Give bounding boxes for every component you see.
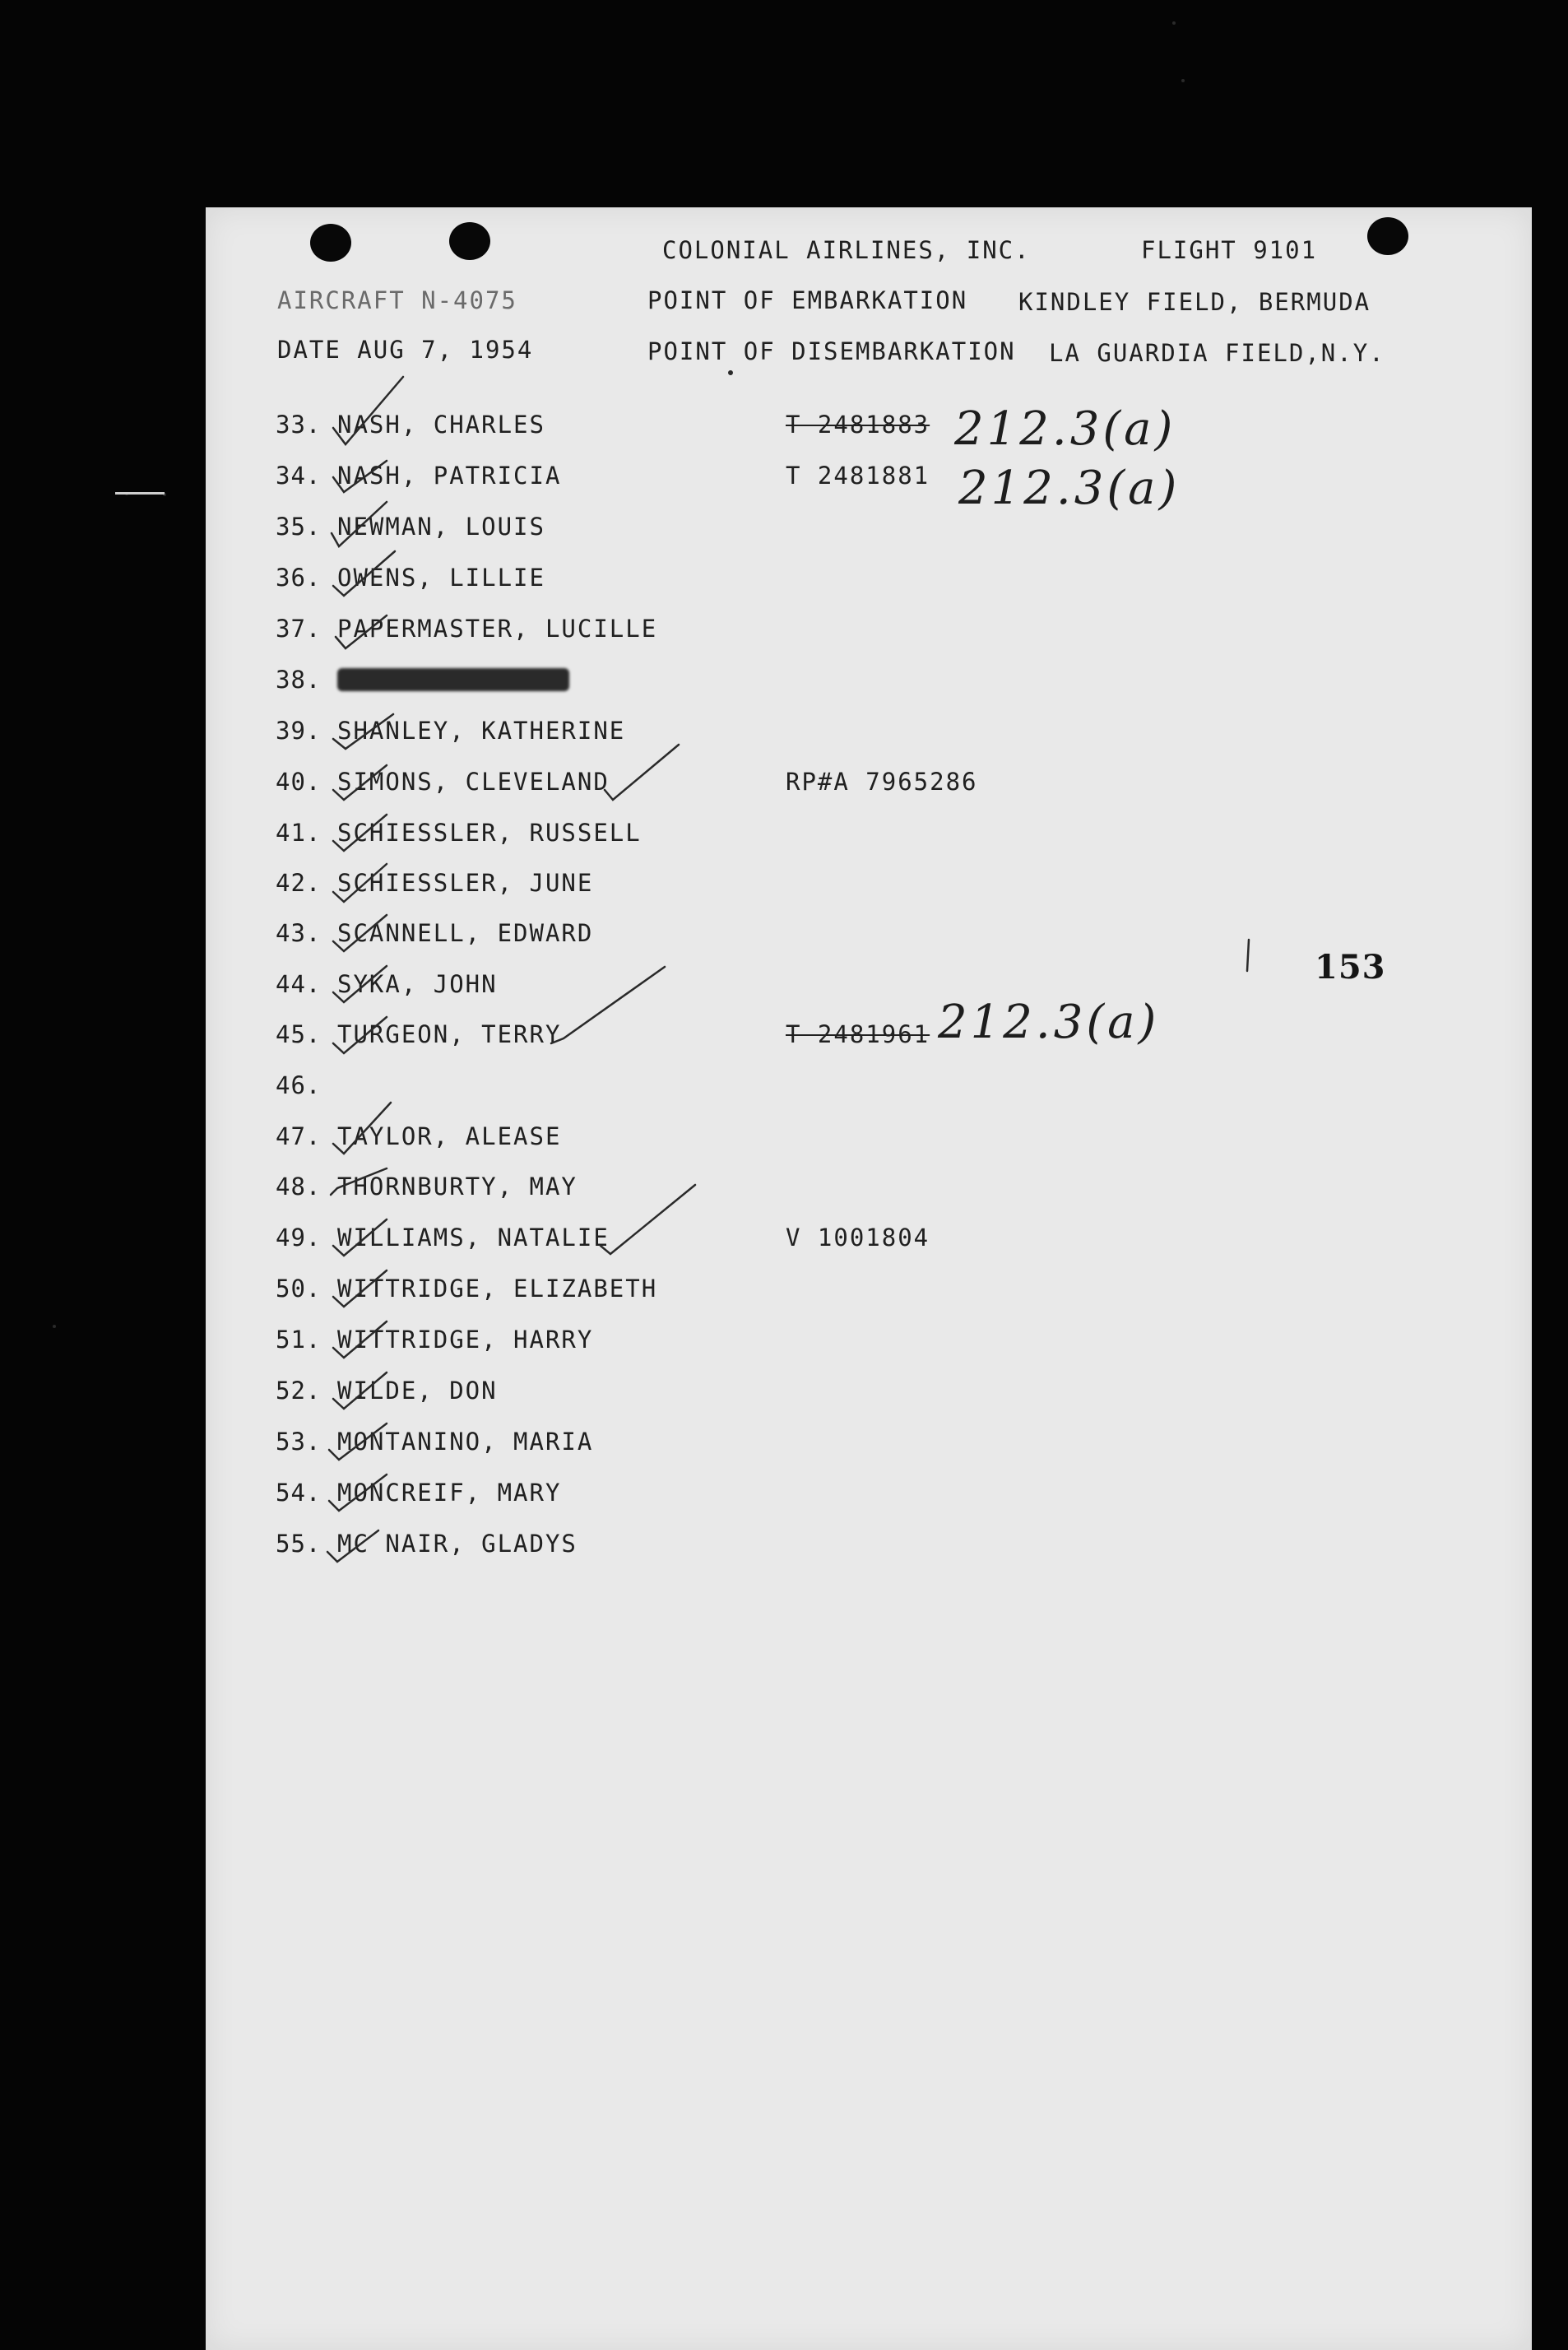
passenger-name: NASH, CHARLES [337,411,545,439]
document-number: V 1001804 [786,1224,930,1252]
disembarkation-label: POINT OF DISEMBARKATION [647,337,1016,365]
row-number: 39. [276,717,322,745]
row-number: 44. [276,970,322,998]
airline-name: COLONIAL AIRLINES, INC. [662,236,1031,264]
row-number: 55. [276,1530,322,1558]
passenger-name: PAPERMASTER, LUCILLE [337,615,658,643]
passenger-name: SIMONS, CLEVELAND [337,768,610,796]
embarkation-value: KINDLEY FIELD, BERMUDA [1018,288,1371,316]
passenger-name: WILLIAMS, NATALIE [337,1224,610,1252]
passenger-name: SCHIESSLER, JUNE [337,869,594,897]
passenger-name: OWENS, LILLIE [337,564,545,592]
row-number: 52. [276,1377,322,1405]
passenger-name: SCANNELL, EDWARD [337,919,594,947]
row-number: 40. [276,768,322,796]
handwritten-note: 212.3(a) [938,996,1160,1049]
row-number: 53. [276,1428,322,1456]
passenger-name: WITTRIDGE, ELIZABETH [337,1275,658,1303]
row-number: 54. [276,1479,322,1507]
page-number-stamp: 153 [1315,948,1386,987]
row-number: 47. [276,1122,322,1150]
passenger-name: TAYLOR, ALEASE [337,1122,562,1150]
passenger-name: NEWMAN, LOUIS [337,513,545,541]
disembarkation-value: LA GUARDIA FIELD,N.Y. [1049,339,1385,367]
passenger-name: SHANLEY, KATHERINE [337,717,626,745]
row-number: 49. [276,1224,322,1252]
passenger-name: SCHIESSLER, RUSSELL [337,819,642,847]
passenger-name: WITTRIDGE, HARRY [337,1326,594,1354]
punch-hole [310,224,351,262]
flight-number: FLIGHT 9101 [1141,236,1318,264]
row-number: 45. [276,1020,322,1048]
document-number: T 2481883 [786,411,930,439]
row-number: 37. [276,615,322,643]
row-number: 41. [276,819,322,847]
flight-date: DATE AUG 7, 1954 [277,336,534,364]
passenger-name: MONTANINO, MARIA [337,1428,594,1456]
row-number: 38. [276,666,322,694]
document-number: T 2481961 [786,1020,930,1048]
handwritten-note: 212.3(a) [958,462,1181,515]
redacted-name [337,668,569,691]
document-number: RP#A 7965286 [786,768,978,796]
aircraft-number: AIRCRAFT N-4075 [277,286,517,314]
embarkation-label: POINT OF EMBARKATION [647,286,968,314]
row-number: 33. [276,411,322,439]
passenger-name: MC NAIR, GLADYS [337,1530,578,1558]
passenger-name: WILDE, DON [337,1377,498,1405]
passenger-name: TURGEON, TERRY [337,1020,562,1048]
row-number: 48. [276,1173,322,1201]
row-number: 50. [276,1275,322,1303]
row-number: 35. [276,513,322,541]
row-number: 34. [276,462,322,490]
row-number: 36. [276,564,322,592]
document-number: T 2481881 [786,462,930,490]
passenger-name: MONCREIF, MARY [337,1479,562,1507]
row-number: 42. [276,869,322,897]
handwritten-note: 212.3(a) [954,402,1176,456]
punch-hole [449,222,490,260]
row-number: 46. [276,1071,322,1099]
passenger-name: THORNBURTY, MAY [337,1173,578,1201]
row-number: 51. [276,1326,322,1354]
passenger-name: SYKA, JOHN [337,970,498,998]
row-number: 43. [276,919,322,947]
punch-hole [1367,217,1408,255]
passenger-name: NASH, PATRICIA [337,462,562,490]
